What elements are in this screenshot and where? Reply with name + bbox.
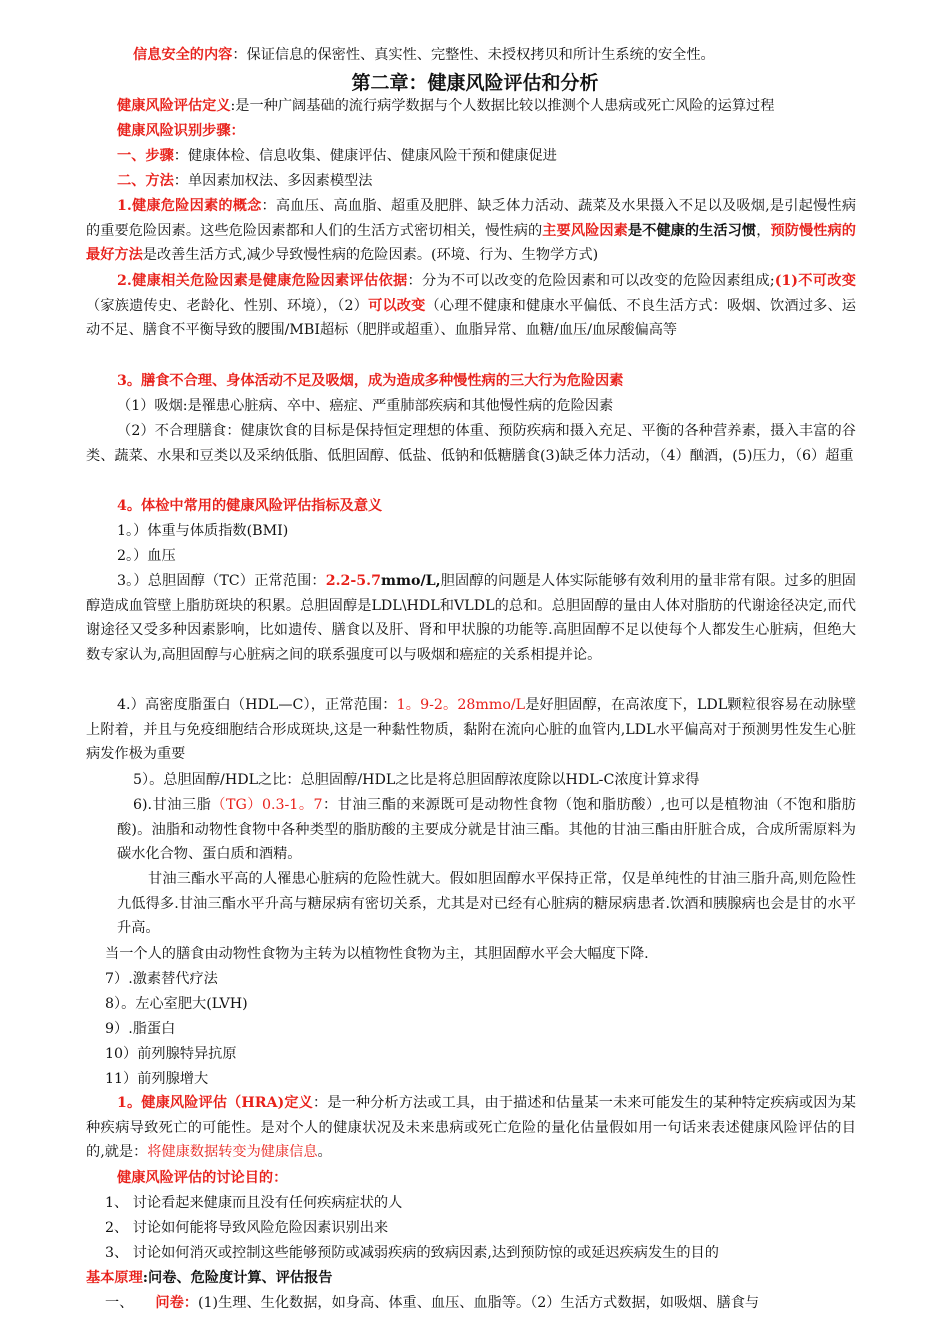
hra-label: 1。健康风险评估（HRA)定义 xyxy=(117,1095,313,1111)
factor4-item-3 xyxy=(86,569,856,667)
item3-lead: 3。）总胆固醇（TC）正常范围： xyxy=(117,573,326,589)
factor4-item-9: 9）.脂蛋白 xyxy=(105,1021,176,1037)
item3-unit: mmo/L, xyxy=(381,573,441,589)
hra-definition xyxy=(86,1091,856,1165)
purpose-item-3: 3、 讨论如何消灭或控制这些能够预防或减弱疾病的致病因素,达到预防惊的或延迟疾病发生的目的 xyxy=(105,1245,719,1261)
factor2-paragraph xyxy=(86,269,856,343)
factor4-item-6-diet: 当一个人的膳食由动物性食物为主转为以植物性食物为主，其胆固醇水平会大幅度下降. xyxy=(105,946,649,962)
header-line xyxy=(133,43,715,68)
factor4-item-6-note: 甘油三酯水平高的人罹患心脏病的危险性就大。假如胆固醇水平保持正常，仅是单纯性的甘油三脂升高,则危险性九低得多.甘油三酯水平升高与糖尿病有密切关系，尤其是对已经有心脏病的糖尿病患者.饮酒和胰腺病也会是甘的水平升高。 xyxy=(117,871,856,937)
hra-goal: 将健康数据转变为健康信息 xyxy=(147,1144,318,1161)
factor4-item-2: 2。）血压 xyxy=(117,548,176,564)
item4-lead: 4.）高密度脂蛋白（HDL—C），正常范围： xyxy=(117,697,397,713)
factor2-changeable: 可以改变 xyxy=(368,297,426,314)
purpose-heading: 健康风险评估的讨论目的： xyxy=(117,1170,288,1186)
purpose-item-2: 2、 讨论如何能将导致风险危险因素识别出来 xyxy=(105,1220,389,1236)
methods-label: 二、方法 xyxy=(117,173,174,189)
factor1-main-factor: 主要风险因素 xyxy=(542,222,628,239)
factor1-is-not: 是不健康的生活习惯 xyxy=(627,222,757,239)
item4-range: 1。9-2。28mmo/L xyxy=(396,697,526,713)
item6-range: （TG）0.3-1。7 xyxy=(211,797,323,813)
factor4-item-11: 11）前列腺增大 xyxy=(105,1071,209,1087)
factor2-text-3: （心理不健康和健康水平偏低、不良生活方式：吸烟、饮酒过多、运动不足、膳食不平衡导致的腰围/MBI超标（肥胖或超重）、血脂异常、血糖/血压/血尿酸偏高等 xyxy=(86,297,856,339)
principle-text: :问卷、危险度计算、评估报告 xyxy=(142,1270,333,1286)
questionnaire-number: 一、 xyxy=(105,1295,134,1311)
factor2-text-2: （家族遗传史、老龄化、性别、环境），（2） xyxy=(86,297,369,314)
factor4-heading: 4。体检中常用的健康风险评估指标及意义 xyxy=(117,498,383,514)
factor4-item-7: 7）.激素替代疗法 xyxy=(105,971,218,987)
item3-body: 胆固醇的问题是人体实际能够有效利用的量非常有限。过多的胆固醇造成血管壁上脂肪斑块的积累。总胆固醇是LDL\HDL和VLDL的总和。总胆固醇的量由人体对脂肪的代谢途径决定,而代谢途径又受多种因素影响，比如遗传、膳食以及肝、肾和甲状腺的功能等.高胆固醇不足以使每个人都发生心脏病，但绝大数专家认为,高胆固醇与心脏病之间的联系强度可以与吸烟和癌症的关系相提并论。 xyxy=(86,573,856,663)
factor4-item-8: 8）。左心室肥大(LVH) xyxy=(105,996,248,1012)
factor1-label: 1.健康危险因素的概念 xyxy=(117,198,262,214)
factor1-paragraph xyxy=(86,194,856,268)
questionnaire-line xyxy=(105,1291,759,1316)
factor4-item-6 xyxy=(117,793,856,867)
definition-label: 健康风险评估定义 xyxy=(117,98,231,114)
factor1-text-2: 是改善生活方式,减少导致慢性病的危险因素。(环境、行为、生物学方式) xyxy=(142,247,599,264)
steps-label: 一、步骤 xyxy=(117,148,174,164)
steps-line xyxy=(117,144,557,169)
definition-line xyxy=(117,94,774,119)
hra-text: ：是一种分析方法或工具，由于描述和估量某一未来可能发生的某种特定疾病或因为某种疾病导致死亡的可能性。是对个人的健康状况及未来患病或死亡危险的量化估量假如用一句话来表述健康风险评估的目的,就是： xyxy=(86,1095,856,1161)
methods-line xyxy=(117,169,372,194)
questionnaire-text: (1)生理、生化数据，如身高、体重、血压、血脂等。（2）生活方式数据，如吸烟、膳食与 xyxy=(197,1295,760,1311)
item4-body: 是好胆固醇，在高浓度下，LDL颗粒很容易在动脉壁上附着，并且与免疫细胞结合形成斑块,这是一种黏性物质，黏附在流向心脏的血管内,LDL水平偏高对于预测男性发生心脏病发作极为重要 xyxy=(86,697,857,763)
identify-heading: 健康风险识别步骤： xyxy=(117,123,245,139)
factor2-text-1: ：分为不可以改变的危险因素和可以改变的危险因素组成; xyxy=(407,273,775,289)
item6-lead: 6).甘油三脂 xyxy=(133,797,212,813)
factor4-item-10: 10）前列腺特异抗原 xyxy=(105,1046,237,1062)
item3-range: 2.2-5.7 xyxy=(325,573,381,589)
item6-body: ：甘油三酯的来源既可是动物性食物（饱和脂肪酸）,也可以是植物油（不饱和脂肪酸)。油脂和动物性食物中各种类型的脂肪酸的主要成分就是甘油三酯。其他的甘油三酯由肝脏合成，合成所需原料为碳水化合物、蛋白质和酒精。 xyxy=(117,797,856,863)
header-text: ：保证信息的保密性、真实性、完整性、未授权拷贝和所计生系统的安全性。 xyxy=(232,47,715,63)
factor4-item-5: 5）。总胆固醇/HDL之比：总胆固醇/HDL之比是将总胆固醇浓度除以HDL-C浓度计算求得 xyxy=(133,772,700,788)
factor4-item-1: 1。）体重与体质指数(BMI) xyxy=(117,523,289,539)
factor4-item-4 xyxy=(86,693,856,767)
factor1-comma: ， xyxy=(756,222,771,239)
steps-text: ：健康体检、信息收集、健康评估、健康风险干预和健康促进 xyxy=(173,148,557,164)
factor1-best-method: 预防慢性病的最好方法 xyxy=(86,222,856,264)
factor2-label: 2.健康相关危险因素是健康危险因素评估依据 xyxy=(117,273,408,289)
definition-text: :是一种广阔基础的流行病学数据与个人数据比较以推测个人患病或死亡风险的运算过程 xyxy=(230,98,775,114)
factor2-unchangeable: (1)不可改变 xyxy=(774,273,856,289)
chapter-title: 第二章：健康风险评估和分析 xyxy=(351,72,599,94)
factor3-smoking: （1）吸烟:是罹患心脏病、卒中、癌症、严重肺部疾病和其他慢性病的危险因素 xyxy=(117,398,614,414)
factor3-diet: （2）不合理膳食：健康饮食的目标是保持恒定理想的体重、预防疾病和摄入充足、平衡的各种营养素，摄入丰富的谷类、蔬菜、水果和豆类以及采纳低脂、低胆固醇、低盐、低钠和低糖膳食(3)缺乏体力活动，（4）酗酒，(5)压力，（6）超重 xyxy=(86,423,856,464)
principle-line xyxy=(86,1266,332,1291)
principle-label: 基本原理 xyxy=(86,1270,143,1286)
factor1-text-1: ：高血压、高血脂、超重及肥胖、缺乏体力活动、蔬菜及水果摄入不足以及吸烟,是引起慢性病的重要危险因素。这些危险因素都和人们的生活方式密切相关，慢性病的 xyxy=(86,198,857,239)
questionnaire-label: 问卷： xyxy=(155,1295,198,1311)
hra-end: 。 xyxy=(317,1144,332,1161)
purpose-item-1: 1、 讨论看起来健康而且没有任何疾病症状的人 xyxy=(105,1195,403,1211)
header-label: 信息安全的内容 xyxy=(133,47,233,63)
factor3-heading: 3。膳食不合理、身体活动不足及吸烟，成为造成多种慢性病的三大行为危险因素 xyxy=(117,373,624,389)
methods-text: ：单因素加权法、多因素模型法 xyxy=(173,173,373,189)
